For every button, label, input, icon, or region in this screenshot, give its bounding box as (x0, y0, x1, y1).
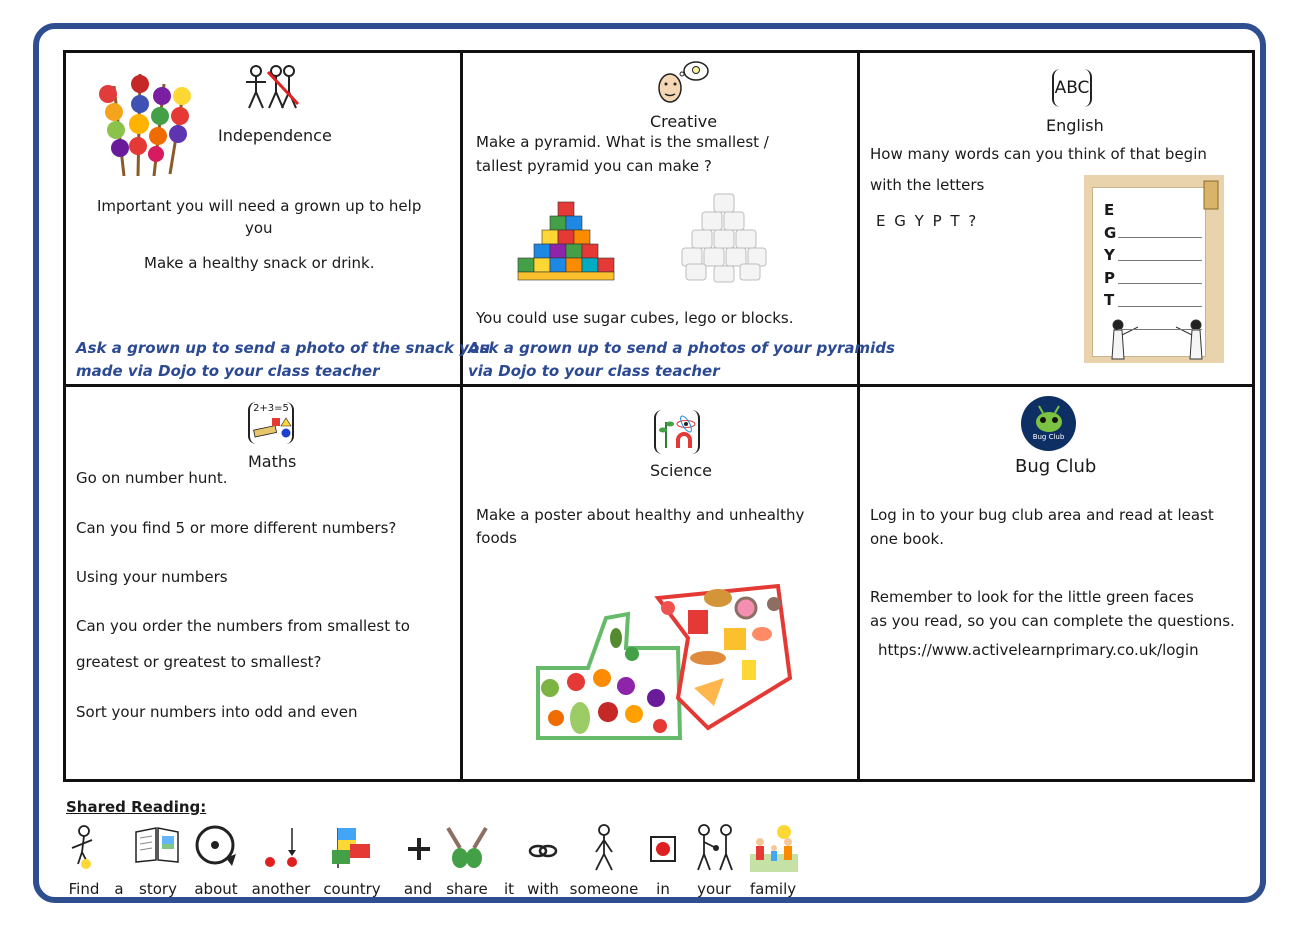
maths-text: Can you find 5 or more different numbers? (76, 519, 397, 537)
egypt-acrostic-image (1084, 175, 1224, 363)
creative-title: Creative (650, 112, 718, 131)
share-icon (444, 824, 490, 870)
fruit-skewers-image (92, 66, 202, 178)
and-plus-icon (406, 824, 432, 870)
english-title: English (1046, 116, 1104, 135)
bugclub-title: Bug Club (1015, 456, 1097, 477)
independence-text: Make a healthy snack or drink. (144, 254, 375, 272)
shared-word: story (139, 880, 177, 898)
shared-word: share (446, 880, 488, 898)
grid-divider (460, 53, 463, 779)
independence-text: Important you will need a grown up to help (97, 197, 422, 215)
science-symbol-icon (654, 410, 700, 454)
with-link-icon (528, 824, 560, 870)
maths-text: Go on number hunt. (76, 469, 228, 487)
shared-reading-heading: Shared Reading: (66, 798, 207, 816)
thinking-head-icon (654, 62, 710, 106)
in-box-icon (648, 824, 678, 870)
bugclub-text: as you read, so you can complete the questions. (870, 612, 1235, 630)
someone-person-icon (590, 824, 620, 872)
bugclub-text: Remember to look for the little green faces (870, 588, 1194, 606)
healthy-unhealthy-food-image (528, 578, 794, 750)
acrostic-letter: T (1104, 291, 1115, 309)
creative-note: Ask a grown up to send a photos of your pyramids (468, 339, 895, 357)
english-text: How many words can you think of that begin (870, 145, 1207, 163)
creative-text: tallest pyramid you can make ? (476, 157, 712, 175)
maths-text: Using your numbers (76, 568, 228, 586)
abc-icon: ABC (1052, 69, 1092, 107)
independence-text: you (245, 219, 273, 237)
shared-word: in (656, 880, 670, 898)
shared-word: family (749, 880, 797, 898)
acrostic-letter: G (1104, 223, 1117, 242)
shared-word: someone (569, 880, 639, 898)
bugclub-link[interactable]: https://www.activelearnprimary.co.uk/login (878, 641, 1199, 659)
english-text: E G Y P T ? (876, 212, 979, 230)
maths-text: greatest or greatest to smallest? (76, 653, 322, 671)
shared-word: about (194, 880, 238, 898)
grid-divider (66, 384, 1252, 387)
shared-word: and (403, 880, 433, 898)
block-pyramid-image (516, 200, 618, 284)
bugclub-text: one book. (870, 530, 945, 548)
english-text: with the letters (870, 176, 985, 194)
creative-note: via Dojo to your class teacher (468, 362, 720, 380)
shared-word: with (527, 880, 559, 898)
acrostic-letter: E (1104, 201, 1115, 219)
shared-word: a (114, 880, 124, 898)
shared-word: country (323, 880, 381, 898)
shared-word: your (697, 880, 731, 898)
science-title: Science (650, 461, 713, 480)
shared-word: another (251, 880, 311, 898)
science-text: foods (476, 529, 517, 547)
bug-club-logo: Bug Club (1021, 396, 1076, 451)
papyrus-icon (1202, 177, 1222, 217)
find-icon (66, 824, 102, 872)
independence-symbol-icon (244, 64, 300, 110)
maths-symbol-icon: 2+3=5 (248, 402, 294, 444)
science-text: Make a poster about healthy and unhealthy (476, 506, 805, 524)
sugar-cube-pyramid-image (678, 190, 770, 284)
creative-text: Make a pyramid. What is the smallest / (476, 133, 769, 151)
shared-word: Find (68, 880, 100, 898)
acrostic-letter: Y (1104, 246, 1115, 264)
shared-word: it (503, 880, 515, 898)
story-book-icon (134, 824, 180, 864)
another-icon (262, 824, 302, 870)
maths-text: Sort your numbers into odd and even (76, 703, 358, 721)
creative-text: You could use sugar cubes, lego or blocks. (476, 309, 794, 327)
independence-note: made via Dojo to your class teacher (76, 362, 380, 380)
acrostic-letter: P (1104, 268, 1115, 287)
your-people-icon (694, 824, 738, 872)
grid-divider (857, 53, 860, 779)
family-icon (750, 824, 798, 872)
maths-title: Maths (248, 452, 297, 471)
bugclub-text: Log in to your bug club area and read at least (870, 506, 1214, 524)
country-flags-icon (328, 824, 374, 870)
maths-text: Can you order the numbers from smallest to (76, 617, 410, 635)
independence-note: Ask a grown up to send a photo of the snack you (76, 339, 490, 357)
independence-title: Independence (218, 126, 332, 145)
about-icon (194, 824, 240, 870)
